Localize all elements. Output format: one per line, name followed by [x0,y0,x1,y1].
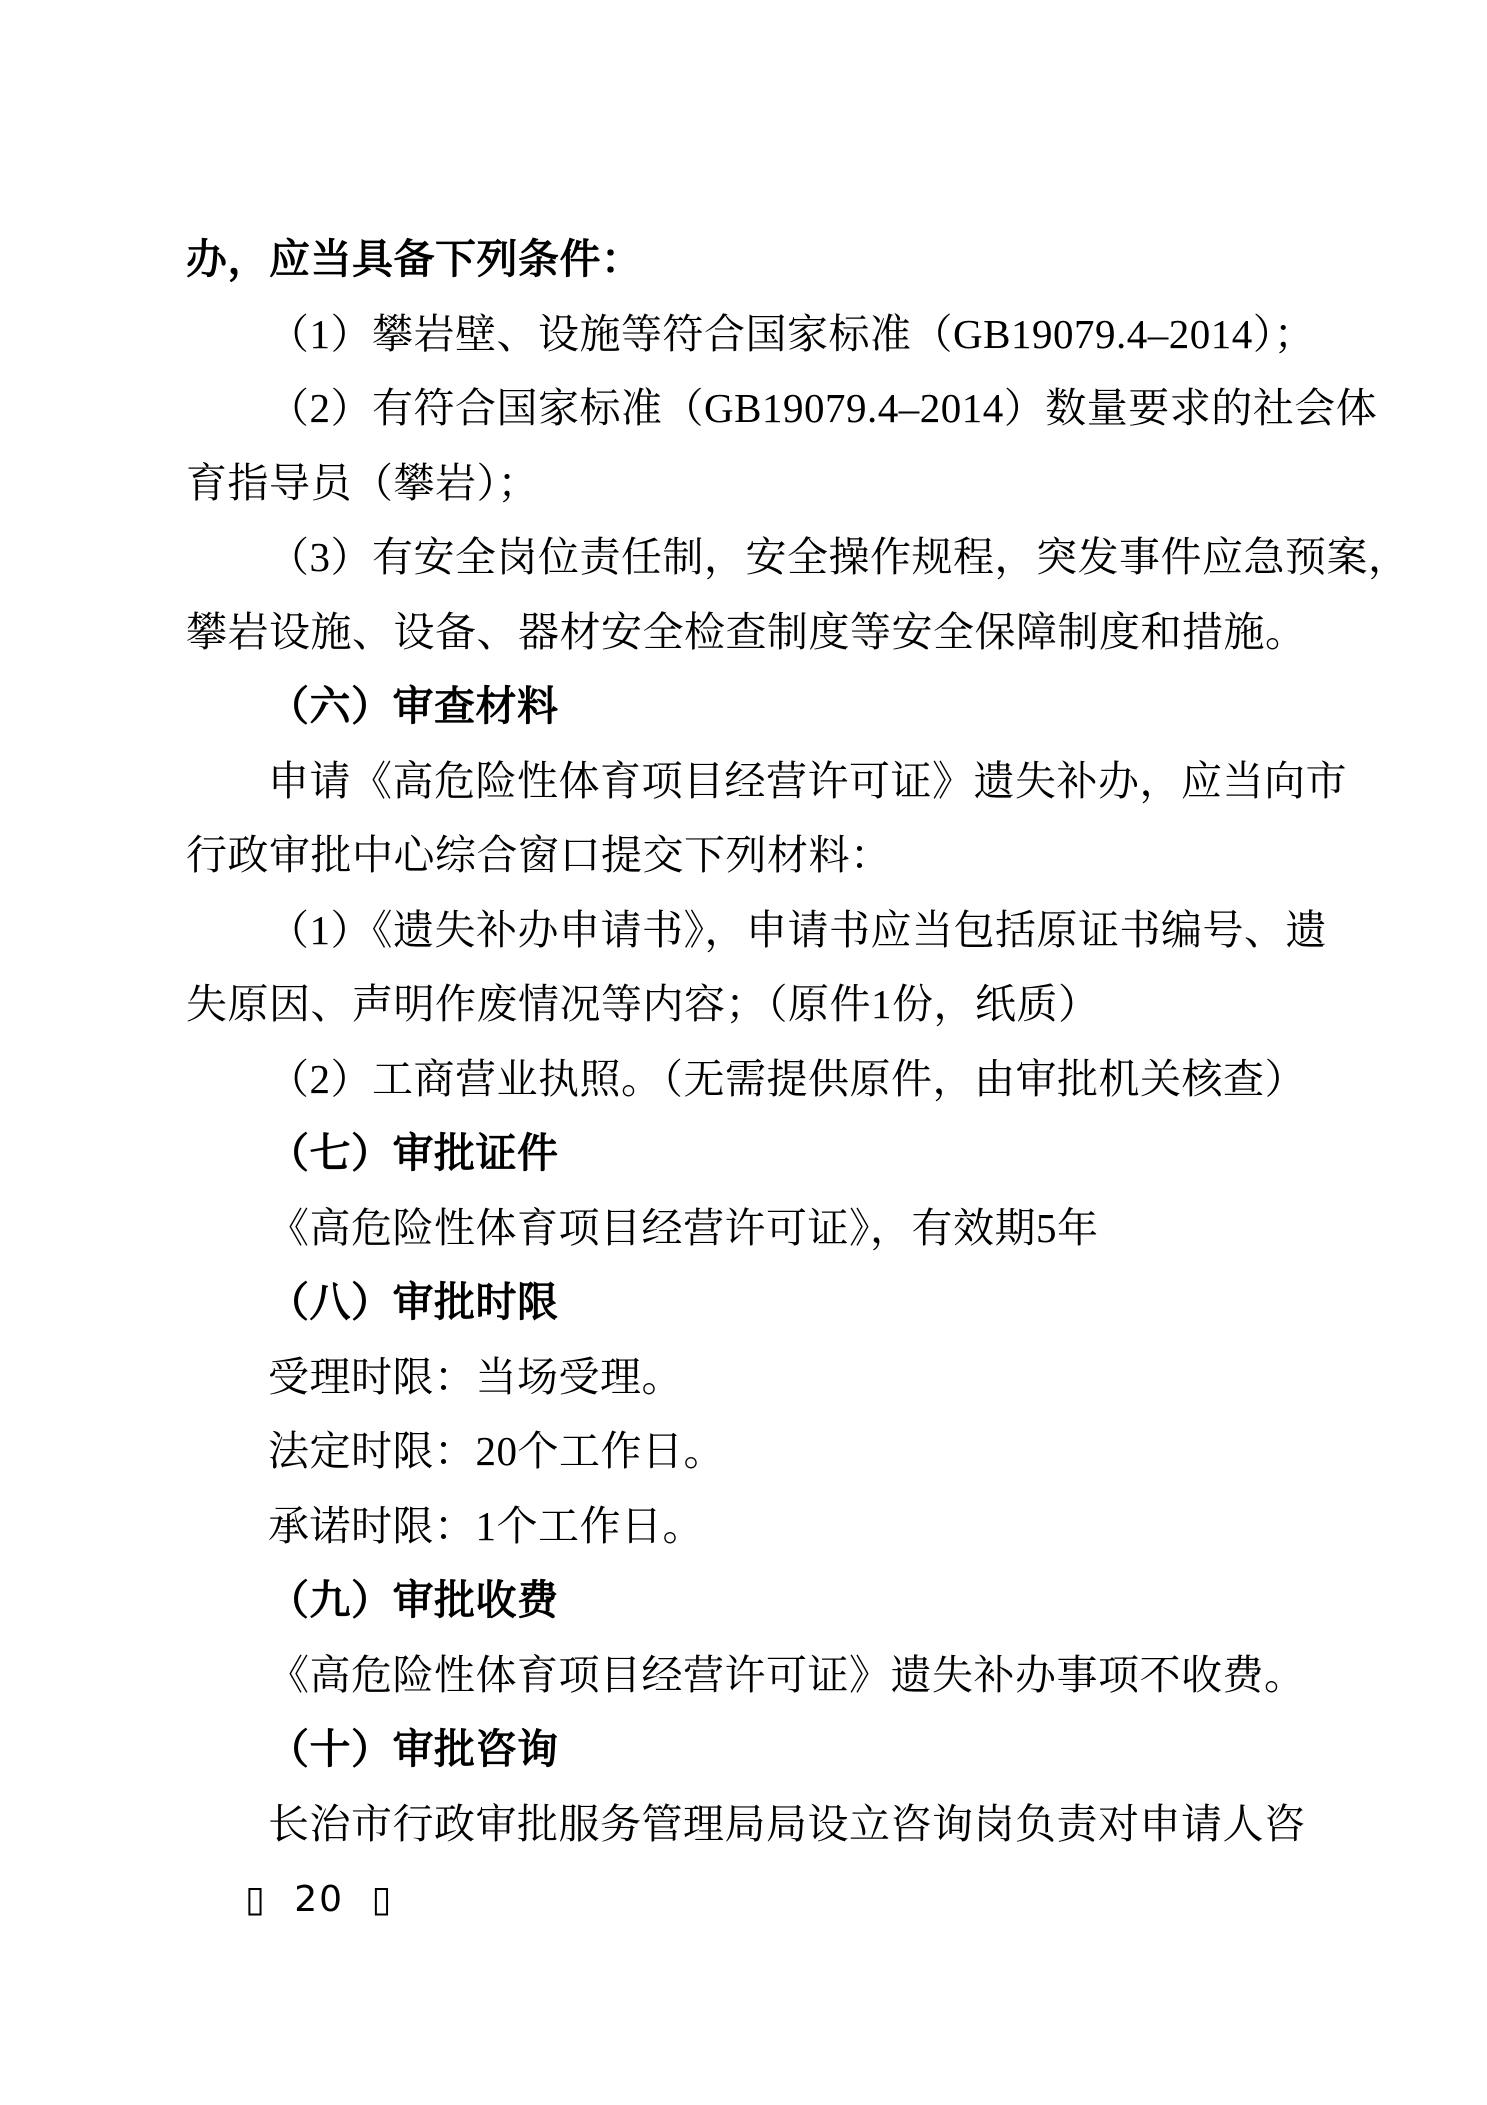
section-9-heading: （九）审批收费 [268,1577,559,1623]
promised-time-line: 承诺时限：1个工作日。 [268,1502,704,1549]
intro-continuation-line: 办，应当具备下列条件： [186,236,643,282]
acceptance-time-line: 受理时限：当场受理。 [268,1353,683,1400]
section-6-paragraph-wrap: 行政审批中心综合窗口提交下列材料： [186,832,892,878]
section-7-paragraph: 《高危险性体育项目经营许可证》，有效期5年 [268,1204,1099,1251]
page-number: 20 [294,1879,345,1920]
material-item-1: （1）《遗失补办申请书》，申请书应当包括原证书编号、遗 [268,906,1327,953]
document-body [186,222,1410,1861]
legal-time-line: 法定时限：20个工作日。 [268,1428,725,1474]
section-9-paragraph: 《高危险性体育项目经营许可证》遗失补办事项不收费。 [268,1651,1306,1698]
missing-glyph-box-right: ▯ [371,1879,394,1920]
condition-item-2: （2）有符合国家标准（GB19079.4–2014）数量要求的社会体 [268,385,1378,431]
section-6-paragraph: 申请《高危险性体育项目经营许可证》遗失补办，应当向市 [268,757,1347,804]
section-6-heading: （六）审查材料 [268,683,559,729]
condition-item-2-wrap: 育指导员（攀岩）； [186,459,539,506]
condition-item-3-wrap: 攀岩设施、设备、器材安全检查制度等安全保障制度和措施。 [186,608,1307,655]
material-item-2: （2）工商营业执照。（无需提供原件，由审批机关核查） [268,1055,1306,1102]
missing-glyph-box-left: ▯ [245,1879,267,1920]
section-10-paragraph: 长治市行政审批服务管理局局设立咨询岗负责对申请人咨 [268,1800,1306,1847]
page-footer [238,1878,400,1922]
section-8-heading: （八）审批时限 [268,1279,559,1325]
section-7-heading: （七）审批证件 [268,1130,559,1176]
material-item-1-wrap: 失原因、声明作废情况等内容；（原件1份，纸质） [186,981,1100,1027]
section-10-heading: （十）审批咨询 [268,1726,559,1772]
condition-item-3: （3）有安全岗位责任制，安全操作规程，突发事件应急预案， [268,534,1410,580]
condition-item-1: （1）攀岩壁、设施等符合国家标准（GB19079.4–2014）； [268,310,1316,357]
